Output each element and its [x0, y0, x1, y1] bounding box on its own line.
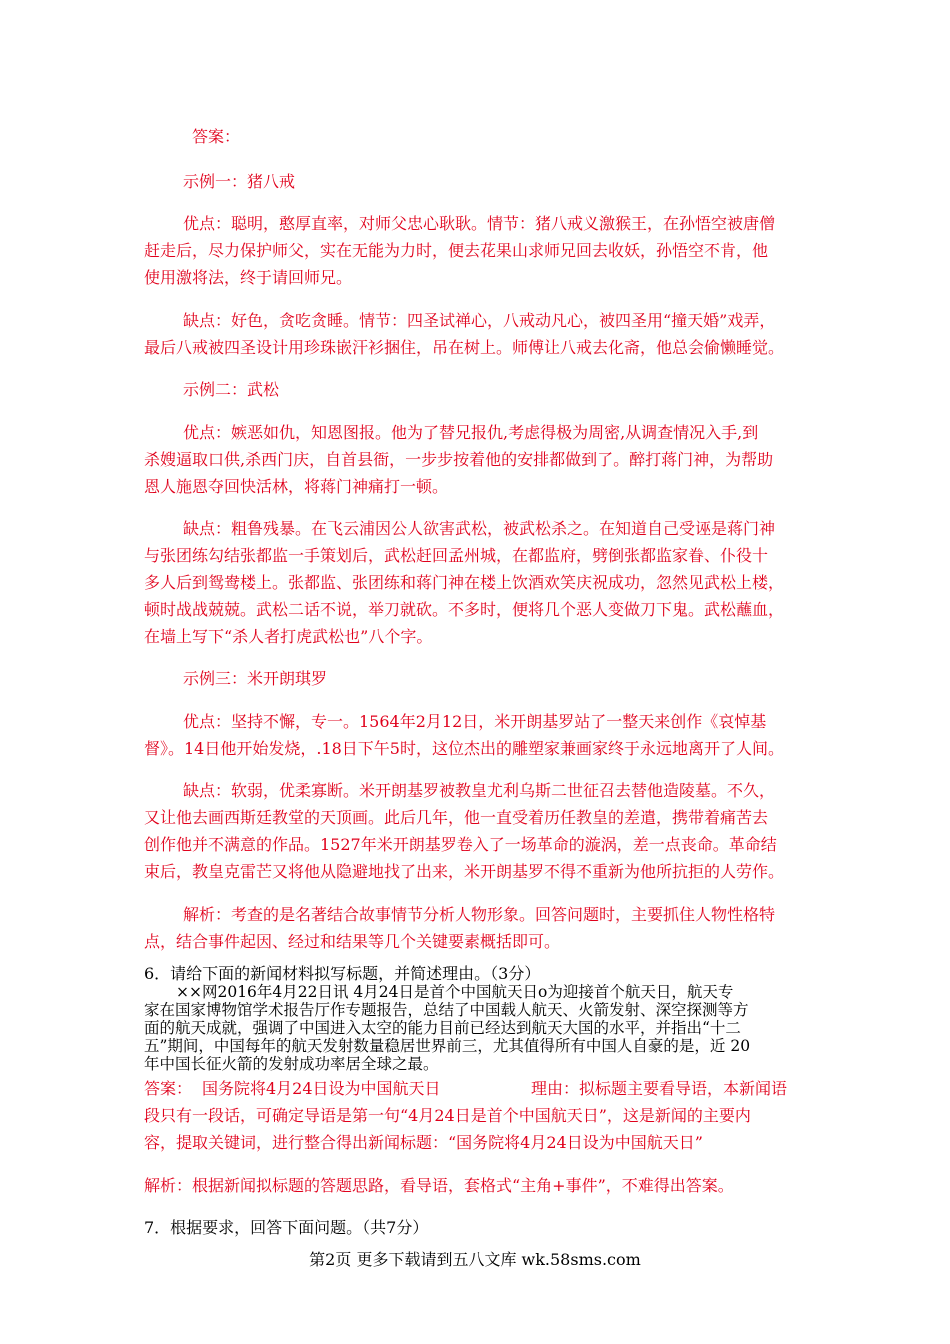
q6-reason-line: 段只有一段话，可确定导语是第一句“4月24日是首个中国航天日”，这是新闻的主要内 [144, 1106, 751, 1125]
example-2-con-line: 在墙上写下“杀人者打虎武松也”八个字。 [144, 627, 433, 646]
example-3-pro-line: 优点：坚持不懈，专一。1564年2月12日，米开朗基罗站了一整天来创作《哀悼基 [183, 712, 767, 731]
example-2-con-line: 顿时战战兢兢。武松二话不说，举刀就砍。不多时，便将几个恶人变做刀下鬼。武松蘸血， [144, 600, 785, 619]
example-1-pro-line: 优点：聪明，憨厚直率，对师父忠心耿耿。情节：猪八戒义激猴王，在孙悟空被唐僧 [183, 214, 776, 233]
example-2-con-line: 缺点：粗鲁残暴。在飞云浦因公人欲害武松，被武松杀之。在知道自己受诬是蒋门神 [183, 519, 776, 538]
example-1-title: 示例一：猪八戒 [183, 172, 296, 191]
example-1-con-line: 缺点：好色，贪吃贪睡。情节：四圣试禅心，八戒动凡心，被四圣用“撞天婚”戏弄， [183, 311, 776, 330]
news-material-line: 家在国家博物馆学术报告厅作专题报告，总结了中国载人航天、火箭发射、深空探测等方 [144, 1001, 749, 1019]
example-2-title: 示例二：武松 [183, 380, 280, 399]
example-2-con-line: 多人后到鸳鸯楼上。张都监、张团练和蒋门神在楼上饮酒欢笑庆祝成功，忽然见武松上楼， [144, 573, 785, 592]
example-3-con-line: 缺点：软弱，优柔寡断。米开朗基罗被教皇尤利乌斯二世征召去替他造陵墓。不久， [183, 781, 776, 800]
example-3-con-line: 创作他并不满意的作品。1527年米开朗基罗卷入了一场革命的漩涡，差一点丧命。革命结 [144, 835, 777, 854]
example-1-pro-line: 使用激将法，终于请回师兄。 [144, 268, 353, 287]
q6-reason-line: 理由：拟标题主要看导语，本新闻语 [531, 1079, 788, 1098]
page-footer: 第2页 更多下载请到五八文库 wk.58sms.com [309, 1250, 641, 1269]
news-material-line: 五”期间，中国每年的航天发射数量稳居世界前三，尤其值得所有中国人自豪的是，近 20 [144, 1037, 751, 1055]
q6-answer-title: 国务院将4月24日设为中国航天日 [202, 1079, 441, 1098]
q6-answer-label: 答案： [144, 1079, 193, 1098]
example-2-pro-line: 杀嫂逼取口供,杀西门庆，自首县衙，一步步按着他的安排都做到了。醉打蒋门神，为帮助 [144, 450, 774, 469]
news-material-line: 年中国长征火箭的发射成功率居全球之最。 [144, 1055, 439, 1073]
news-material-line: 面的航天成就，强调了中国进入太空的能力目前已经达到航天大国的水平，并指出“十二 [144, 1019, 741, 1037]
q6-analysis: 解析：根据新闻拟标题的答题思路，看导语，套格式“主角+事件”，不难得出答案。 [144, 1176, 734, 1195]
analysis-line: 点，结合事件起因、经过和结果等几个关键要素概括即可。 [144, 932, 561, 951]
analysis-line: 解析：考查的是名著结合故事情节分析人物形象。回答问题时，主要抓住人物性格特 [183, 905, 776, 924]
answer-heading: 答案： [192, 127, 241, 146]
example-3-con-line: 又让他去画西斯廷教堂的天顶画。此后几年，他一直受着历任教皇的差遣，携带着痛苦去 [144, 808, 769, 827]
example-2-pro-line: 优点：嫉恶如仇，知恩图报。他为了替兄报仇,考虑得极为周密,从调查情况入手,到 [183, 423, 759, 442]
example-1-con-line: 最后八戒被四圣设计用珍珠嵌汗衫捆住，吊在树上。师傅让八戒去化斋，他总会偷懒睡觉。 [144, 338, 785, 357]
example-1-pro-line: 赶走后，尽力保护师父，实在无能为力时，便去花果山求师兄回去收妖，孙悟空不肯，他 [144, 241, 769, 260]
example-3-title: 示例三：米开朗琪罗 [183, 669, 328, 688]
question-7: 7．根据要求，回答下面问题。（共7分） [144, 1218, 429, 1237]
q6-reason-line: 容，提取关键词，进行整合得出新闻标题：“国务院将4月24日设为中国航天日” [144, 1133, 703, 1152]
example-2-con-line: 与张团练勾结张都监一手策划后，武松赶回孟州城，在都监府，劈倒张都监家眷、仆役十 [144, 546, 769, 565]
news-material-line: ××网2016年4月22日讯 4月24日是首个中国航天日o为迎接首个航天日，航天专 [176, 983, 734, 1001]
question-6: 6．请给下面的新闻材料拟写标题，并简述理由。（3分） [144, 964, 541, 983]
example-3-con-line: 束后，教皇克雷芒又将他从隐避地找了出来，米开朗基罗不得不重新为他所抗拒的人劳作。 [144, 862, 785, 881]
example-2-pro-line: 恩人施恩夺回快活林，将蒋门神痛打一顿。 [144, 477, 449, 496]
example-3-pro-line: 督》。14日他开始发烧，.18日下午5时，这位杰出的雕塑家兼画家终于永远地离开了人间。 [144, 739, 784, 758]
